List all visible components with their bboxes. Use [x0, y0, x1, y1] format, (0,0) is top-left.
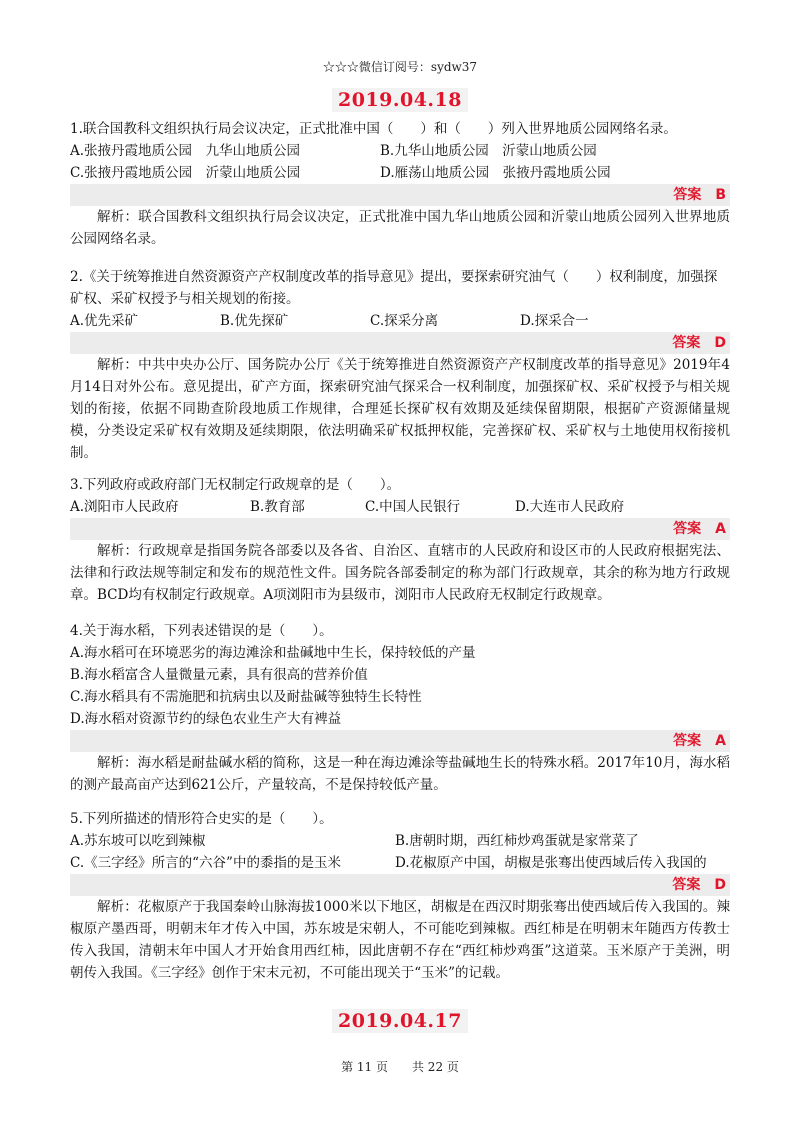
- answer-label: 答案: [672, 877, 701, 893]
- option-c: C.《三字经》所言的“六谷”中的黍指的是玉米: [70, 855, 341, 871]
- analysis-text: 解析：中共中央办公厅、国务院办公厅《关于统筹推进自然资源资产产权制度改革的指导意见》2019年4月14日对外公布。意见提出，矿产方面，探索研究油气探采合一权利制度，加强探矿权、采矿权授予与相关规划的衔接，依据不同勘查阶段地质工作规律，合理延长探矿权有效期及延续保留期限，根据矿产资源储量规模，分类设定采矿权有效期及延续期限，依法明确采矿权抵押权能，完善探矿权、采矿权与土地使用权衔接机制。: [70, 357, 730, 461]
- option-b: B.九华山地质公园 沂蒙山地质公园: [380, 143, 597, 159]
- answer-bar: [70, 730, 730, 752]
- question-block: [70, 266, 730, 464]
- option-a: A.海水稻可在环境恶劣的海边滩涂和盐碱地中生长，保持较低的产量: [70, 645, 476, 661]
- option-c: C.海水稻具有不需施肥和抗病虫以及耐盐碱等独特生长特性: [70, 689, 422, 705]
- answer-value: A: [715, 733, 726, 749]
- option-list: [70, 310, 730, 332]
- question-block: [70, 474, 730, 606]
- answer-value: D: [714, 335, 726, 351]
- option-c: C.张掖丹霞地质公园 沂蒙山地质公园: [70, 165, 301, 181]
- page-footer: 第 11 页 共 22 页: [341, 1060, 459, 1074]
- answer-bar: [70, 332, 730, 354]
- question-block: [70, 118, 730, 250]
- question-stem: 3.下列政府或政府部门无权制定行政规章的是（ ）。: [70, 477, 401, 493]
- option-d: D.雁荡山地质公园 张掖丹霞地质公园: [380, 165, 611, 181]
- option-d: D.花椒原产中国，胡椒是张骞出使西域后传入我国的: [395, 855, 707, 871]
- option-a: A.优先采矿: [70, 313, 139, 329]
- option-list: [70, 830, 730, 874]
- answer-bar: [70, 184, 730, 206]
- option-b: B.教育部: [250, 499, 305, 515]
- option-d: D.海水稻对资源节约的绿色农业生产大有裨益: [70, 711, 342, 727]
- option-a: A.苏东坡可以吃到辣椒: [70, 833, 206, 849]
- option-d: D.探采合一: [520, 313, 589, 329]
- answer-value: B: [715, 187, 726, 203]
- option-b: B.海水稻富含人量微量元素，具有很高的营养价值: [70, 667, 368, 683]
- option-c: C.中国人民银行: [365, 499, 461, 515]
- question-stem: 5.下列所描述的情形符合史实的是（ ）。: [70, 811, 333, 827]
- option-b: B.优先探矿: [220, 313, 289, 329]
- answer-value: A: [715, 521, 726, 537]
- answer-label: 答案: [673, 733, 702, 749]
- question-block: [70, 620, 730, 796]
- option-a: A.浏阳市人民政府: [70, 499, 179, 515]
- answer-bar: [70, 518, 730, 540]
- question-block: [70, 808, 730, 984]
- answer-label: 答案: [673, 187, 702, 203]
- question-stem: 2.《关于统筹推进自然资源资产产权制度改革的指导意见》提出，要探索研究油气（ ）权利制度，加强探矿权、采矿权授予与相关规划的衔接。: [70, 269, 718, 307]
- option-list: [70, 496, 730, 518]
- answer-bar: [70, 874, 730, 896]
- option-d: D.大连市人民政府: [515, 499, 625, 515]
- analysis-text: 解析：花椒原产于我国秦岭山脉海拔1000米以下地区，胡椒是在西汉时期张骞出使西域后传入我国的。辣椒原产墨西哥，明朝末年才传入中国，苏东坡是宋朝人，不可能吃到辣椒。西红柿是在明朝末年随西方传教士传入我国，清朝末年中国人才开始食用西红柿，因此唐朝不存在“西红柿炒鸡蛋”这道菜。玉米原产于美洲，明朝传入我国。《三字经》创作于宋末元初，不可能出现关于“玉米”的记载。: [70, 899, 730, 981]
- analysis-text: 解析：联合国教科文组织执行局会议决定，正式批准中国九华山地质公园和沂蒙山地质公园列入世界地质公园网络名录。: [70, 209, 730, 247]
- date-heading: 2019.04.18: [332, 88, 468, 112]
- question-stem: 1.联合国教科文组织执行局会议决定，正式批准中国（ ）和（ ）列入世界地质公园网络名录。: [70, 121, 677, 137]
- answer-label: 答案: [672, 335, 701, 351]
- option-a: A.张掖丹霞地质公园 九华山地质公园: [70, 143, 301, 159]
- answer-value: D: [714, 877, 726, 893]
- analysis-text: 解析：海水稻是耐盐碱水稻的简称，这是一种在海边滩涂等盐碱地生长的特殊水稻。2017年10月，海水稻的测产最高亩产达到621公斤，产量较高，不是保持较低产量。: [70, 755, 730, 793]
- question-stem: 4.关于海水稻，下列表述错误的是（ ）。: [70, 623, 333, 639]
- option-b: B.唐朝时期，西红柿炒鸡蛋就是家常菜了: [395, 833, 639, 849]
- answer-label: 答案: [673, 521, 702, 537]
- date-heading: 2019.04.17: [332, 1009, 468, 1033]
- option-c: C.探采分离: [370, 313, 439, 329]
- page-header: ☆☆☆微信订阅号：sydw37: [322, 60, 478, 74]
- option-list: [70, 140, 730, 184]
- analysis-text: 解析：行政规章是指国务院各部委以及各省、自治区、直辖市的人民政府和设区市的人民政府根据宪法、法律和行政法规等制定和发布的规范性文件。国务院各部委制定的称为部门行政规章，其余的称为地方行政规章。BCD均有权制定行政规章。A项浏阳市为县级市，浏阳市人民政府无权制定行政规章。: [70, 543, 730, 603]
